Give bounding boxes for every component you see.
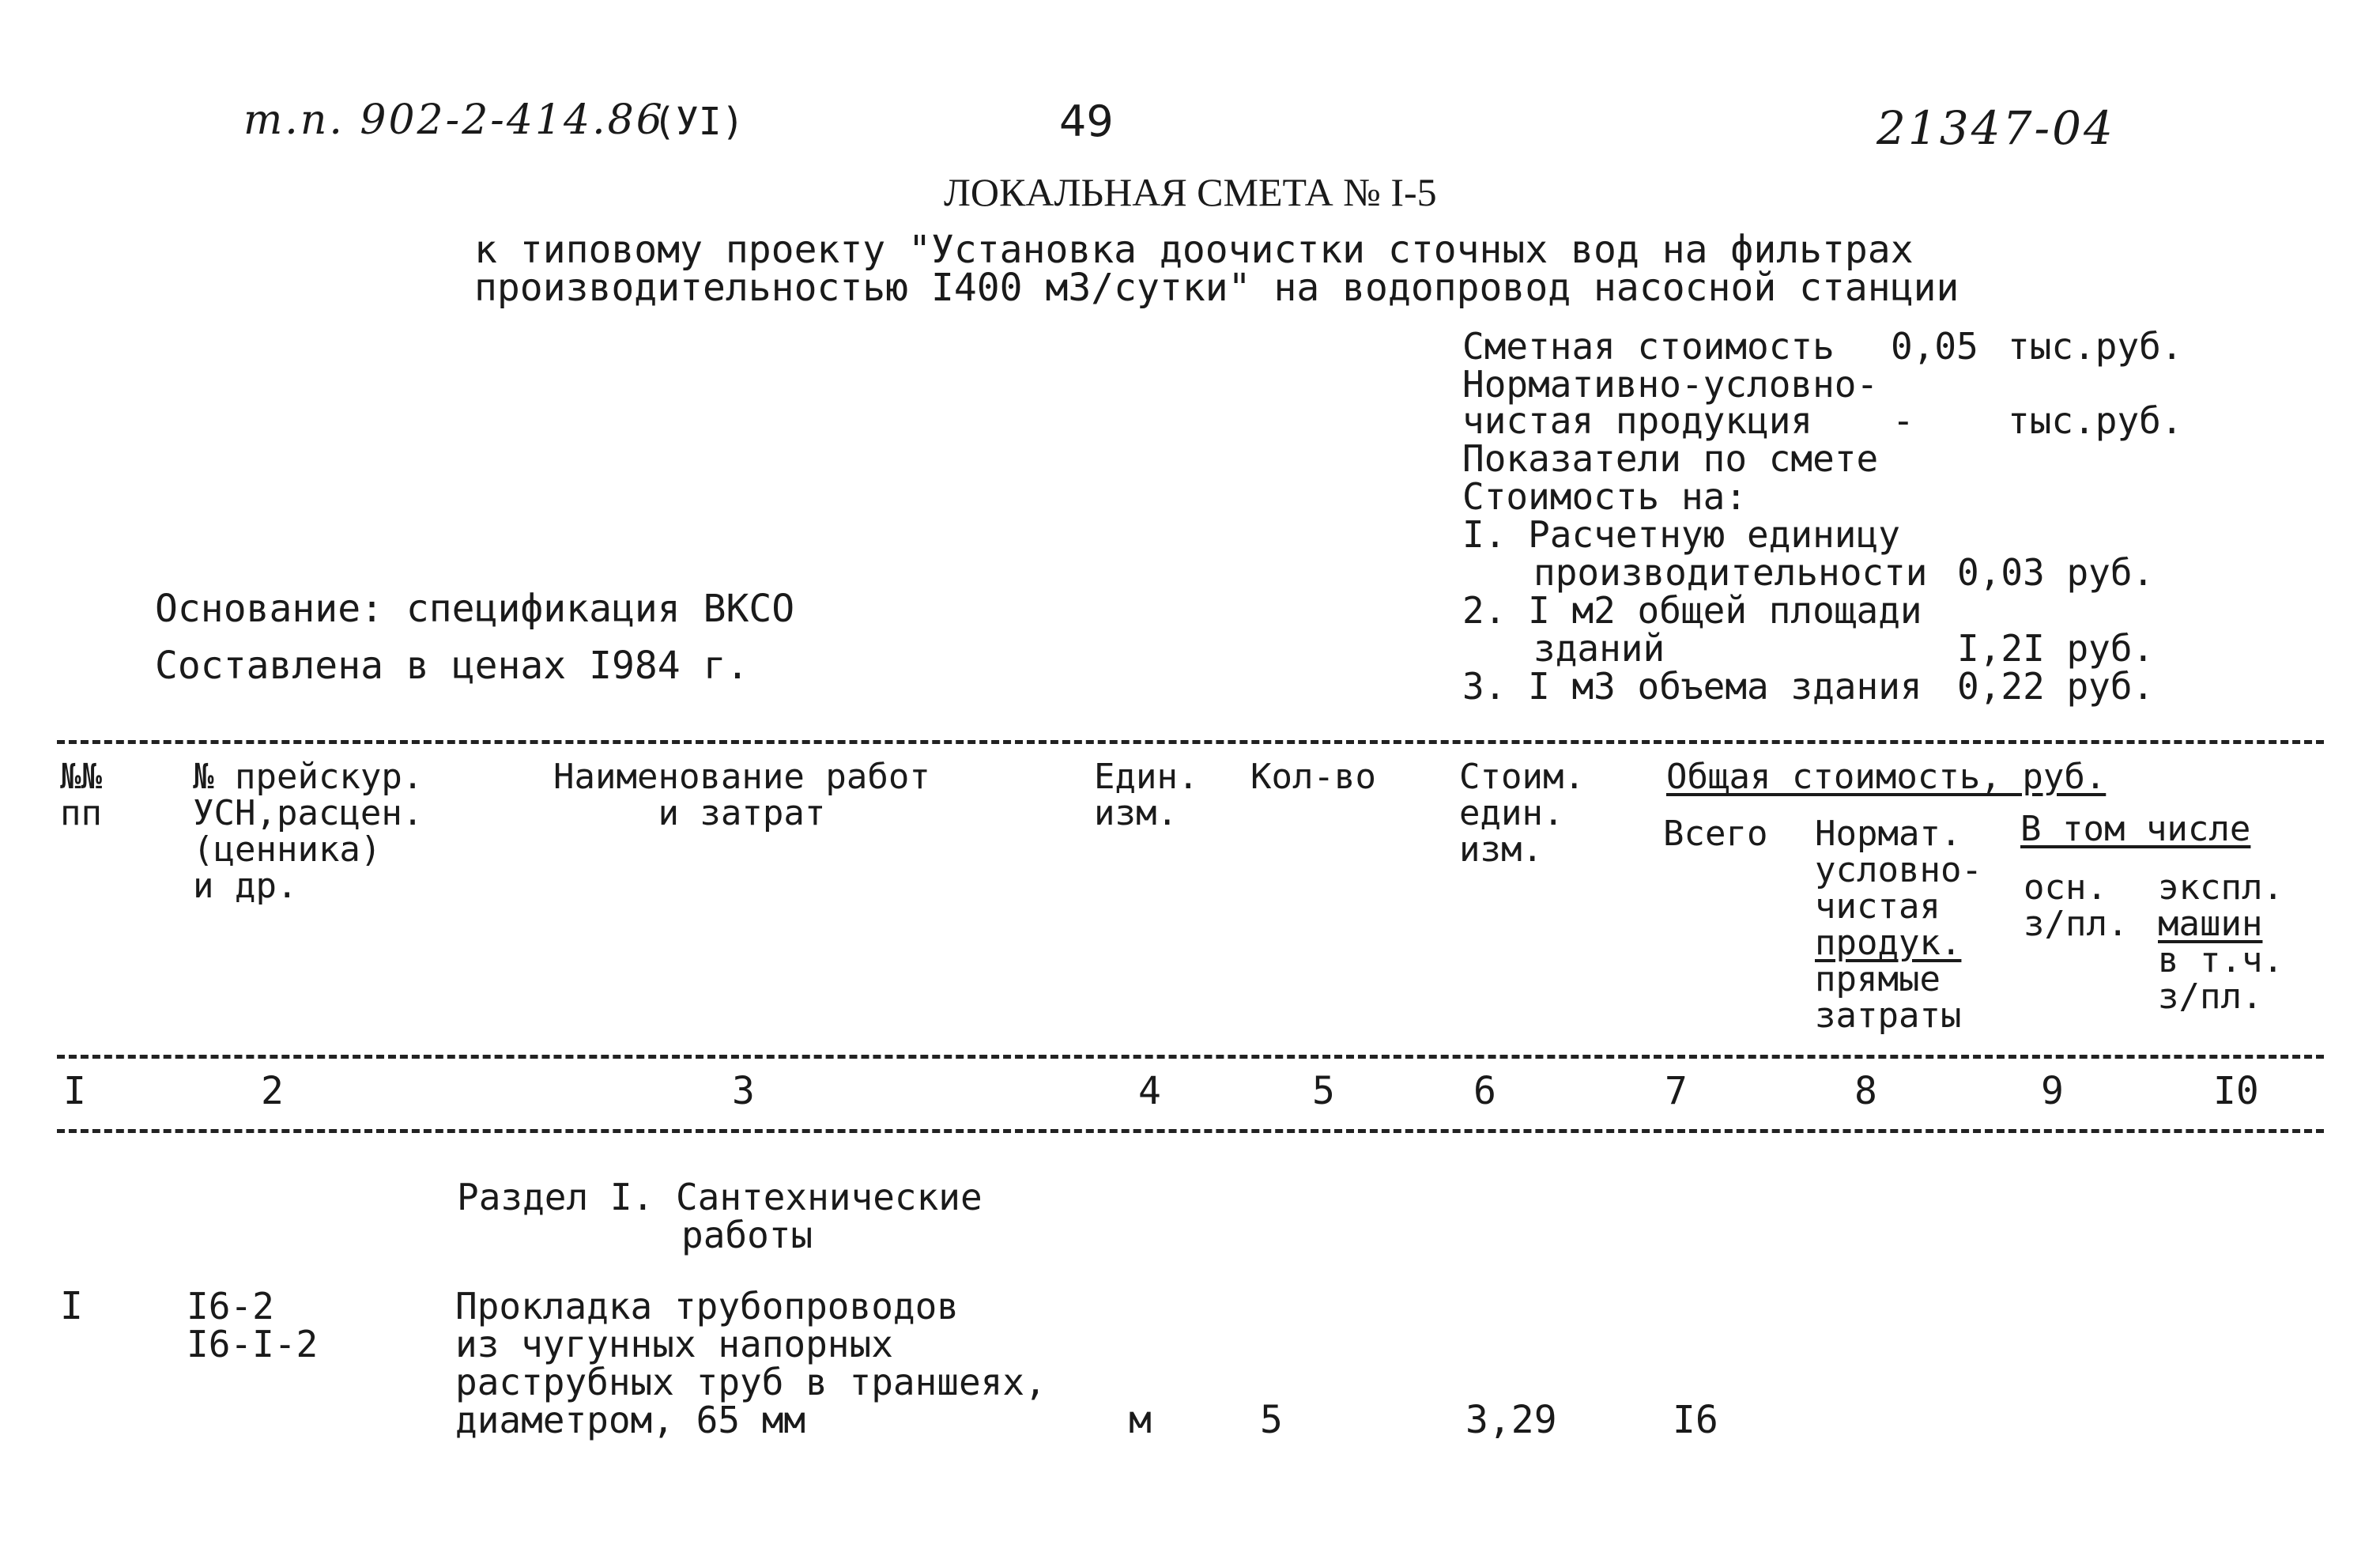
header-col-2 — [193, 759, 423, 905]
page-number: 49 — [1059, 96, 1114, 146]
column-number: 2 — [261, 1069, 284, 1113]
header-col-3 — [553, 759, 930, 832]
column-number: 5 — [1312, 1069, 1335, 1113]
indicator-3-line-1: 3. I м3 объема здания — [1462, 665, 1922, 708]
cost-per-label: Стоимость на: — [1462, 475, 1748, 518]
header-col-10-line: з/пл. — [2158, 976, 2263, 1017]
row-work-name-line: Прокладка трубопроводов — [455, 1285, 959, 1328]
column-number: I — [63, 1069, 86, 1113]
header-col-3-line: Наименование работ — [553, 757, 930, 797]
header-col-1-line: пп — [60, 793, 102, 833]
document-title: ЛОКАЛЬНАЯ СМЕТА № I-5 — [944, 170, 1437, 214]
row-unit-cost: 3,29 — [1465, 1398, 1557, 1442]
row-code: I6-I-2 — [187, 1323, 319, 1365]
indicator-2-line-2: зданий — [1533, 627, 1665, 670]
header-col-10-line: в т.ч. — [2158, 940, 2284, 980]
archive-code: 21347-04 — [1876, 101, 2115, 155]
row-total: I6 — [1673, 1398, 1718, 1442]
header-col-5-line: Кол-во — [1250, 757, 1376, 797]
header-col-2-line: № прейскур. — [193, 757, 424, 797]
row-quantity: 5 — [1260, 1398, 1283, 1442]
subtitle-line-1: к типовому проекту "Установка доочистки сточных вод на фильтрах — [474, 228, 1914, 272]
header-col-9-line: з/пл. — [2024, 904, 2129, 944]
row-work-name-line: из чугунных напорных — [455, 1323, 893, 1365]
indicators-label: Показатели по смете — [1462, 437, 1879, 480]
header-col-3-line: и затрат — [658, 793, 826, 833]
column-numbers-rule — [57, 1129, 2324, 1133]
header-col-5 — [1250, 759, 1376, 795]
header-col-6-line: изм. — [1459, 829, 1543, 870]
row-code: I6-2 — [187, 1285, 274, 1328]
header-col-6 — [1459, 759, 1585, 868]
header-col-6-line: един. — [1459, 793, 1564, 833]
indicator-2-line-1: 2. I м2 общей площади — [1462, 589, 1922, 632]
row-work-name-line: диаметром, 65 мм — [455, 1399, 806, 1441]
header-col-4-line: Един. — [1094, 757, 1199, 797]
header-col-8-line: условно- — [1815, 850, 1982, 890]
volume-label: (УI) — [653, 100, 745, 144]
header-col-10-line: машин — [2158, 904, 2263, 944]
prices-line: Составлена в ценах I984 г. — [155, 644, 749, 688]
header-bottom-rule — [57, 1055, 2324, 1059]
row-codes — [187, 1287, 318, 1363]
document-code: т.п. 902-2-414.86 — [243, 96, 665, 144]
column-number: 8 — [1854, 1069, 1877, 1113]
indicator-1-line-2: производительности — [1533, 551, 1928, 594]
row-work-name — [455, 1287, 1047, 1439]
basis-line: Основание: спецификация ВКСО — [155, 587, 795, 631]
header-col-8-line: Нормат. — [1815, 814, 1962, 854]
subtitle-line-2: производительностью I400 м3/сутки" на водопровод насосной станции — [474, 266, 1959, 310]
header-col-10-line: экспл. — [2158, 867, 2284, 908]
indicator-3-value: 0,22 руб. — [1957, 665, 2155, 708]
header-incl-group: В том числе — [2020, 809, 2251, 849]
column-number: 9 — [2041, 1069, 2064, 1113]
header-col-8-line: прямые — [1815, 959, 1941, 999]
header-col-1 — [60, 759, 102, 832]
header-col-10 — [2158, 867, 2284, 1017]
row-work-name-line: раструбных труб в траншеях, — [455, 1361, 1047, 1403]
cost-unit: тыс.руб. — [2008, 325, 2183, 368]
section-heading-line: Раздел I. Сантехнические — [457, 1176, 983, 1218]
header-col-7: Всего — [1663, 814, 1768, 854]
header-col-6-line: Стоим. — [1459, 757, 1585, 797]
cost-value: 0,05 — [1891, 325, 1978, 368]
header-col-2-line: и др. — [193, 866, 298, 906]
netto-unit: тыс.руб. — [2008, 399, 2183, 442]
column-number: 4 — [1138, 1069, 1161, 1113]
column-number: 7 — [1665, 1069, 1688, 1113]
header-col-2-line: УСН,расцен. — [193, 793, 424, 833]
column-number: I0 — [2213, 1069, 2259, 1113]
header-col-8-line: продук. — [1815, 923, 1962, 963]
header-total-group: Общая стоимость, руб. — [1666, 757, 2107, 797]
section-heading — [457, 1178, 983, 1254]
netto-label-1: Нормативно-условно- — [1462, 363, 1879, 406]
netto-value: - — [1892, 399, 1914, 442]
header-col-4-line: изм. — [1094, 793, 1178, 833]
header-col-8-line: чистая — [1815, 886, 1941, 927]
header-col-4 — [1094, 759, 1198, 832]
header-col-9-line: осн. — [2024, 867, 2107, 908]
header-col-9 — [2024, 867, 2129, 944]
header-col-2-line: (ценника) — [193, 829, 382, 870]
column-number: 3 — [732, 1069, 755, 1113]
row-unit: м — [1129, 1398, 1152, 1442]
table-top-rule — [57, 740, 2324, 744]
column-number: 6 — [1473, 1069, 1496, 1113]
header-col-8 — [1815, 816, 1982, 1034]
header-col-8-line: затраты — [1815, 995, 1962, 1036]
indicator-2-value: I,2I руб. — [1957, 627, 2155, 670]
netto-label-2: чистая продукция — [1462, 399, 1813, 442]
row-number: I — [60, 1284, 83, 1328]
section-heading-line: работы — [681, 1214, 813, 1256]
cost-label: Сметная стоимость — [1462, 325, 1835, 368]
indicator-1-line-1: I. Расчетную единицу — [1462, 513, 1900, 556]
header-col-1-line: №№ — [60, 757, 102, 797]
indicator-1-value: 0,03 руб. — [1957, 551, 2155, 594]
